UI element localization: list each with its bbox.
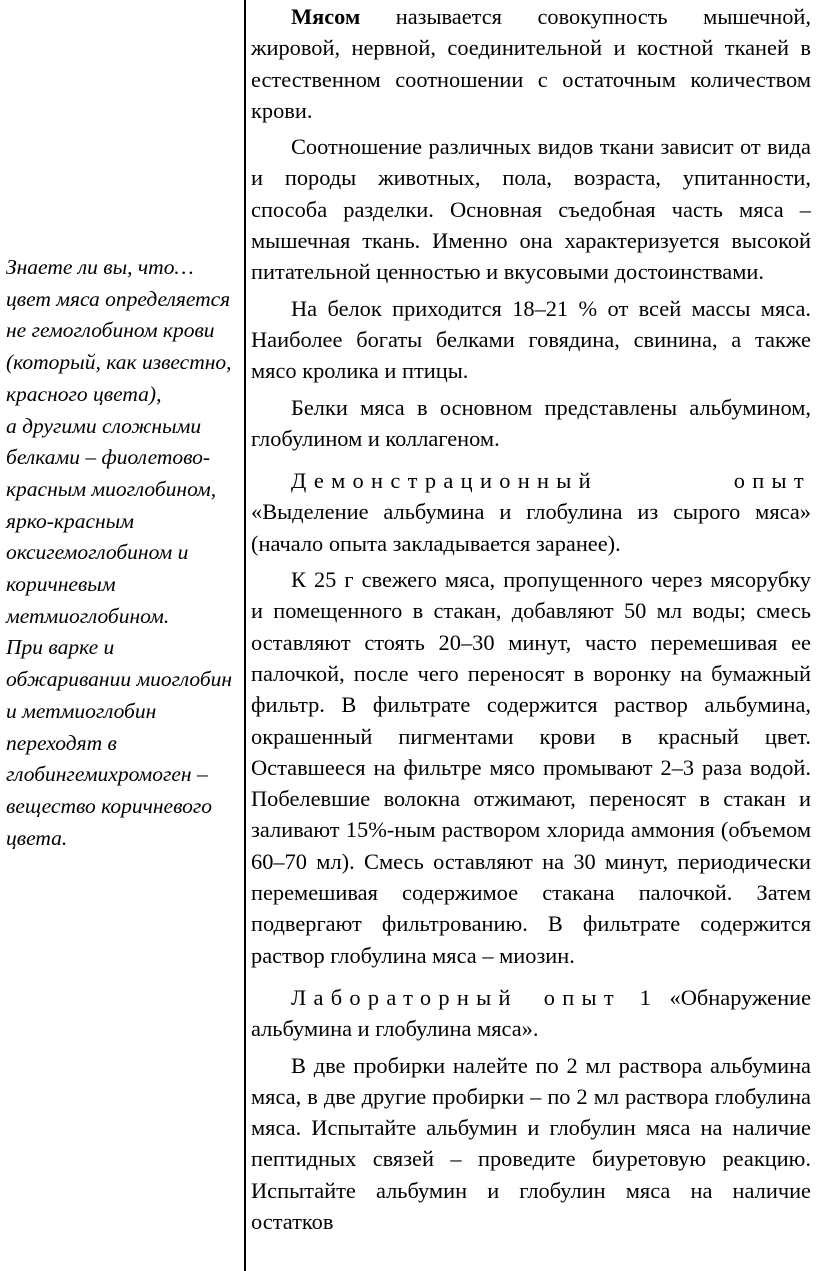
paragraph-text: называется совокупность мышечной, жировой, нервной, соединительной и костной тканей в естественном соотношении с остаточным количеством крови.	[251, 4, 811, 123]
lab-label: Лабораторный опыт	[291, 984, 621, 1010]
paragraph-meat-definition	[251, 1, 811, 126]
term-meat: Мясом	[291, 4, 361, 29]
main-text	[251, 1, 811, 1242]
paragraph-protein-share: На белок приходится 18–21 % от всей массы мяса. Наиболее богаты белками говядина, свинина, а также мясо кролика и птицы.	[251, 295, 811, 384]
column-divider	[244, 0, 246, 1271]
paragraph-lab-title	[251, 982, 811, 1045]
paragraph-text: 1 «Обнаружение альбумина и глобулина мяса».	[251, 984, 812, 1042]
paragraph-meat-proteins: Белки мяса в основном представлены альбумином, глобулином и коллагеном.	[251, 394, 811, 451]
paragraph-lab-procedure: В две пробирки налейте по 2 мл раствора альбумина мяса, в две другие пробирки – по 2 мл раствора глобулина мяса. Испытайте альбумин и глобулин мяса на наличие пептидных связей – проведите биуретовую реакцию. Испытайте альбумин и глобулин мяса на наличие остатков	[251, 1052, 811, 1234]
paragraph-tissue-ratio: Соотношение различных видов ткани зависит от вида и породы животных, пола, возраста, упитанности, способа разделки. Основная съедобная часть мяса – мышечная ткань. Именно она характеризуется высокой питательной ценностью и вкусовыми достоинствами.	[251, 134, 811, 285]
sidebar-note: Знаете ли вы, что… цвет мяса определяется не гемоглобином крови (который, как известно, красного цвета), а другими сложными белками – фиолетово-красным миоглобином, ярко-красным оксигемоглобином и коричневым метмиоглобином. При варке и обжаривании миоглобин и метмиоглобин переходят в глобингемихромоген – вещество коричневого цвета.	[6, 255, 233, 850]
paragraph-demo-procedure: К 25 г свежего мяса, пропущенного через мясорубку и помещенного в стакан, добавляют 50 мл воды; смесь оставляют стоять 20–30 минут, часто перемешивая ее палочкой, после чего переносят в воронку на бумажный фильтр. В фильтрате содержится раствор альбумина, окрашенный пигментами крови в красный цвет. Оставшееся на фильтре мясо промывают 2–3 раза водой. Побелевшие волокна отжимают, переносят в стакан и заливают 15%-ным раствором хлорида аммония (объемом 60–70 мл). Смесь оставляют на 30 минут, периодически перемешивая содержимое стакана палочкой. Затем подвергают фильтрованию. В фильтрате содержится раствор глобулина мяса – миозин.	[251, 567, 811, 968]
paragraph-text: «Выделение альбумина и глобулина из сырого мяса» (начало опыта закладывается заранее).	[251, 499, 811, 556]
paragraph-demo-title	[251, 465, 811, 559]
demo-label: Демонстрационный опыт	[291, 468, 811, 494]
